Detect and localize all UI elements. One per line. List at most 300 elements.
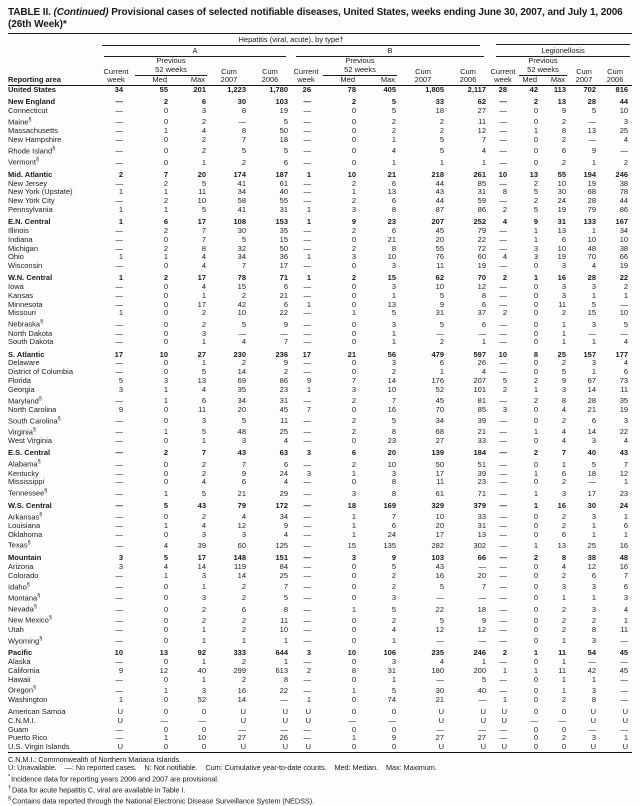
data-cell: 0 xyxy=(163,657,168,667)
data-cell: 66 xyxy=(477,553,487,563)
table-row xyxy=(8,563,632,572)
data-cell: 167 xyxy=(615,217,629,227)
data-cell: 4 xyxy=(561,427,567,437)
data-cell: 11 xyxy=(280,615,288,625)
row-label: Mississippi xyxy=(8,477,45,487)
data-cell: 50 xyxy=(279,243,288,253)
data-cell: 5 xyxy=(391,561,396,571)
data-cell: 0 xyxy=(163,742,168,752)
data-cell: 10 xyxy=(435,282,444,292)
data-cell: — xyxy=(303,187,311,197)
data-cell: 55 xyxy=(557,169,567,179)
data-cell: 34 xyxy=(279,512,288,522)
data-cell: — xyxy=(115,436,123,446)
data-cell: 2 xyxy=(201,459,206,469)
data-cell: 0 xyxy=(163,299,168,309)
data-cell: 3 xyxy=(201,529,206,539)
data-cell: 0 xyxy=(163,146,168,156)
data-cell: 10 xyxy=(347,169,356,179)
data-cell: — xyxy=(303,282,311,292)
data-cell: 1 xyxy=(623,615,629,625)
data-cell: U xyxy=(622,742,629,752)
data-cell: 5 xyxy=(561,367,567,377)
data-cell: 2 xyxy=(561,615,567,625)
data-cell: 9 xyxy=(561,375,567,385)
data-cell: 48 xyxy=(587,243,597,253)
table-row xyxy=(8,614,632,625)
data-cell: 16 xyxy=(619,540,629,550)
data-cell: 187 xyxy=(275,169,288,179)
data-cell: — xyxy=(303,512,311,522)
data-cell: 13 xyxy=(477,529,487,539)
data-cell: 21 xyxy=(387,234,396,244)
data-cell: — xyxy=(499,582,508,592)
data-cell: 1 xyxy=(561,459,567,469)
data-cell: 176 xyxy=(431,375,444,385)
data-cell: 103 xyxy=(431,553,444,563)
row-label: Nevada§ xyxy=(8,604,37,614)
data-cell: 12 xyxy=(477,126,487,136)
data-cell: 20 xyxy=(237,404,246,414)
data-cell: 3 xyxy=(591,733,597,743)
data-cell: 1 xyxy=(118,187,123,197)
data-cell: 1 xyxy=(391,134,396,144)
data-cell: 0 xyxy=(163,436,168,446)
data-cell: — xyxy=(303,636,311,646)
data-cell: — xyxy=(499,674,508,684)
data-cell: 1 xyxy=(561,319,567,329)
data-cell: — xyxy=(303,488,311,498)
data-cell: 43 xyxy=(197,500,206,510)
data-cell: 16 xyxy=(435,570,444,580)
data-cell: 3 xyxy=(591,685,597,695)
title-text: Provisional cases of selected notifiable diseases, United States, weeks ending June 30, 2007, and July 1, 2006 xyxy=(111,7,623,18)
data-cell: 1 xyxy=(118,308,123,318)
data-cell: 7 xyxy=(283,582,288,592)
row-label: Puerto Rico xyxy=(8,733,48,743)
data-cell: 17 xyxy=(279,261,288,271)
data-cell: — xyxy=(303,157,311,167)
data-cell: 3 xyxy=(306,468,311,478)
data-cell: 1 xyxy=(623,477,629,487)
data-cell: 0 xyxy=(533,593,539,603)
data-cell: 18 xyxy=(587,468,597,478)
data-cell: 14 xyxy=(387,375,396,385)
data-cell: 2 xyxy=(533,448,539,458)
data-cell: 9 xyxy=(391,733,396,743)
data-cell: 2 xyxy=(502,273,508,283)
data-cell: 11 xyxy=(198,404,206,414)
data-cell: 0 xyxy=(163,261,168,271)
data-cell: 21 xyxy=(477,427,487,437)
data-cell: 15 xyxy=(387,273,396,283)
data-cell: U xyxy=(117,706,123,716)
data-cell: 8 xyxy=(591,694,597,704)
data-cell: 4 xyxy=(623,436,629,446)
data-cell: — xyxy=(303,593,311,603)
data-cell: — xyxy=(499,416,508,426)
row-label: Wisconsin xyxy=(8,261,43,271)
data-cell: 0 xyxy=(351,337,356,347)
data-cell: 5 xyxy=(391,308,396,318)
data-cell: 201 xyxy=(193,85,206,95)
data-cell: — xyxy=(620,694,629,704)
row-label: Vermont§ xyxy=(8,157,39,167)
row-label: New York (Upstate) xyxy=(8,187,73,197)
data-cell: 34 xyxy=(114,85,123,95)
data-cell: 1 xyxy=(163,384,168,394)
table-header xyxy=(8,35,632,86)
data-cell: — xyxy=(499,624,508,634)
data-cell: 1 xyxy=(201,582,206,592)
data-cell: 10 xyxy=(114,648,123,658)
data-cell: 8 xyxy=(351,665,356,675)
col-header-previous-52-weeks-b: Previous 52 weeks xyxy=(320,57,400,76)
data-cell: 4 xyxy=(201,520,206,530)
data-cell: 6 xyxy=(591,570,597,580)
data-cell: — xyxy=(499,733,508,743)
data-cell: 3 xyxy=(163,375,168,385)
data-cell: — xyxy=(115,106,123,116)
hepatitis-group-header: Hepatitis (viral, acute), by type† xyxy=(102,35,480,46)
data-cell: 4 xyxy=(561,404,567,414)
data-cell: — xyxy=(303,196,311,206)
footnote-line: †Data for acute hepatitis C, viral are available in Table I. xyxy=(8,784,186,795)
footnotes xyxy=(8,756,632,806)
data-cell: — xyxy=(530,715,539,725)
data-cell: — xyxy=(115,290,123,300)
data-cell: 2 xyxy=(241,615,246,625)
data-cell: 14 xyxy=(197,561,206,571)
data-cell: 6 xyxy=(623,582,629,592)
data-cell: 73 xyxy=(619,375,629,385)
data-cell: 8 xyxy=(533,349,539,359)
data-cell: 71 xyxy=(279,273,288,283)
data-cell: 34 xyxy=(237,187,246,197)
data-cell: 5 xyxy=(201,367,206,377)
table-row xyxy=(8,386,632,395)
data-cell: 1 xyxy=(561,328,567,338)
data-cell: 3 xyxy=(201,416,206,426)
data-cell: 3 xyxy=(623,593,629,603)
data-cell: 1 xyxy=(502,694,508,704)
data-cell: 2 xyxy=(163,448,168,458)
data-cell: 10 xyxy=(197,196,206,206)
data-cell: 0 xyxy=(533,733,539,743)
data-cell: 2 xyxy=(439,117,444,127)
data-cell: — xyxy=(115,337,123,347)
data-cell: 4 xyxy=(241,512,246,522)
data-cell: 0 xyxy=(163,328,168,338)
data-cell: 0 xyxy=(163,674,168,684)
data-cell: 1 xyxy=(201,290,206,300)
data-cell: 0 xyxy=(351,477,356,487)
data-cell: 108 xyxy=(233,217,246,227)
table-row xyxy=(8,667,632,676)
data-cell: 15 xyxy=(279,234,288,244)
data-cell: 0 xyxy=(163,157,168,167)
data-cell: — xyxy=(499,561,508,571)
data-cell: — xyxy=(115,512,123,522)
group-legionellosis-header: Legionellosis xyxy=(496,46,630,57)
data-cell: 2 xyxy=(351,225,356,235)
data-cell: — xyxy=(499,724,508,734)
data-cell: 3 xyxy=(118,553,123,563)
data-cell: 22 xyxy=(619,427,629,437)
row-label: Delaware xyxy=(8,358,40,368)
data-cell: 7 xyxy=(163,169,168,179)
table-row xyxy=(8,539,632,550)
data-cell: 6 xyxy=(391,225,396,235)
data-cell: 27 xyxy=(435,733,444,743)
data-cell: U xyxy=(480,742,487,752)
data-cell: — xyxy=(499,427,508,437)
data-cell: 32 xyxy=(237,243,246,253)
data-cell: 2 xyxy=(623,282,629,292)
data-cell: 0 xyxy=(533,261,539,271)
row-label: Tennessee§ xyxy=(8,488,48,498)
data-cell: 5 xyxy=(391,416,396,426)
data-cell: 0 xyxy=(533,308,539,318)
row-label: Alaska xyxy=(8,657,31,667)
data-cell: 2 xyxy=(561,416,567,426)
data-cell: 3 xyxy=(118,384,123,394)
data-cell: 5 xyxy=(391,106,396,116)
data-cell: 644 xyxy=(275,648,288,658)
data-cell: 0 xyxy=(533,117,539,127)
data-cell: 56 xyxy=(387,349,396,359)
data-cell: — xyxy=(115,477,123,487)
data-cell: 13 xyxy=(557,540,567,550)
data-cell: 10 xyxy=(557,178,567,188)
data-cell: 1 xyxy=(283,657,288,667)
data-cell: — xyxy=(499,367,508,377)
data-cell: 2 xyxy=(502,204,508,214)
data-cell: U xyxy=(305,715,311,725)
data-cell: 1 xyxy=(439,367,444,377)
data-cell: 76 xyxy=(435,252,444,262)
data-cell: 10 xyxy=(387,384,396,394)
data-cell: 2 xyxy=(241,674,246,684)
data-cell: 1 xyxy=(533,468,539,478)
row-label: Indiana xyxy=(8,234,33,244)
data-cell: 10 xyxy=(237,308,246,318)
data-cell: — xyxy=(588,657,597,667)
data-cell: — xyxy=(238,328,246,338)
data-cell: 4 xyxy=(241,337,246,347)
data-cell: 10 xyxy=(498,169,508,179)
data-cell: 1 xyxy=(201,358,206,368)
data-cell: 0 xyxy=(533,561,539,571)
data-cell: 4 xyxy=(163,561,168,571)
data-cell: 7 xyxy=(241,459,246,469)
data-cell: 20 xyxy=(435,520,444,530)
data-cell: 3 xyxy=(591,282,597,292)
row-label: Kansas xyxy=(8,290,34,300)
data-cell: 2 xyxy=(351,178,356,188)
data-cell: — xyxy=(499,477,508,487)
data-cell: 44 xyxy=(619,97,629,107)
data-cell: 0 xyxy=(533,319,539,329)
data-cell: — xyxy=(478,593,487,603)
data-cell: 2 xyxy=(241,358,246,368)
data-cell: 151 xyxy=(275,553,288,563)
data-cell: — xyxy=(388,715,396,725)
data-cell: 0 xyxy=(163,290,168,300)
data-cell: 3 xyxy=(591,319,597,329)
data-cell: 85 xyxy=(477,178,487,188)
data-cell: 1 xyxy=(533,234,539,244)
data-cell: 86 xyxy=(619,204,629,214)
data-cell: 0 xyxy=(351,117,356,127)
data-cell: — xyxy=(620,636,629,646)
table-row xyxy=(8,696,632,705)
table-row xyxy=(8,206,632,215)
data-cell: — xyxy=(303,146,311,156)
data-cell: 5 xyxy=(241,234,246,244)
data-cell: 48 xyxy=(237,427,246,437)
data-cell: 2 xyxy=(561,512,567,522)
data-cell: 5 xyxy=(283,146,288,156)
data-cell: 1 xyxy=(351,308,356,318)
data-cell: 0 xyxy=(533,674,539,684)
col-header-current-week-a: Current week xyxy=(103,66,129,85)
row-label: W.S. Central xyxy=(8,500,52,510)
data-cell: 3 xyxy=(201,106,206,116)
data-cell: 1 xyxy=(351,468,356,478)
data-cell: — xyxy=(436,674,444,684)
data-cell: — xyxy=(478,636,487,646)
data-cell: 1 xyxy=(533,665,539,675)
data-cell: — xyxy=(303,657,311,667)
data-cell: 0 xyxy=(163,593,168,603)
data-cell: 28 xyxy=(587,97,597,107)
table-row xyxy=(8,301,632,310)
row-label: Washington xyxy=(8,694,48,704)
data-cell: 0 xyxy=(561,706,567,716)
title-rule xyxy=(8,33,632,34)
data-cell: 3 xyxy=(241,529,246,539)
data-cell: — xyxy=(436,328,444,338)
data-cell: 1 xyxy=(118,694,123,704)
data-cell: 39 xyxy=(477,416,487,426)
data-cell: — xyxy=(115,500,123,510)
data-cell: — xyxy=(499,540,508,550)
title-week: (26th Week)* xyxy=(8,18,67,30)
table-row xyxy=(8,227,632,236)
data-cell: 2 xyxy=(533,97,539,107)
data-cell: — xyxy=(499,319,508,329)
data-cell: 6 xyxy=(391,520,396,530)
data-cell: 2 xyxy=(351,196,356,206)
data-cell: 34 xyxy=(237,396,246,406)
data-cell: — xyxy=(499,282,508,292)
data-cell: 1 xyxy=(591,529,597,539)
data-cell: 1 xyxy=(591,290,597,300)
data-cell: 34 xyxy=(435,416,444,426)
data-cell: 2 xyxy=(351,97,356,107)
data-cell: 43 xyxy=(435,187,444,197)
data-cell: 0 xyxy=(163,234,168,244)
data-cell: 27 xyxy=(477,106,487,116)
data-cell: 1 xyxy=(533,273,539,283)
table-row xyxy=(8,236,632,245)
data-cell: 0 xyxy=(533,685,539,695)
data-cell: 302 xyxy=(473,540,487,550)
data-cell: 18 xyxy=(347,500,356,510)
row-label: New Mexico§ xyxy=(8,615,52,625)
table-row xyxy=(8,283,632,292)
data-cell: 2 xyxy=(351,427,356,437)
data-cell: 1 xyxy=(306,204,311,214)
table-row xyxy=(8,262,632,271)
data-cell: 2 xyxy=(561,308,567,318)
data-cell: — xyxy=(588,134,597,144)
data-cell: 4 xyxy=(623,604,629,614)
data-cell: 613 xyxy=(275,665,288,675)
data-cell: 1 xyxy=(623,733,629,743)
data-cell: 31 xyxy=(279,204,288,214)
data-cell: 60 xyxy=(237,540,246,550)
data-cell: 2 xyxy=(561,117,567,127)
data-cell: 52 xyxy=(197,694,206,704)
data-cell: U xyxy=(438,742,444,752)
data-cell: 20 xyxy=(477,570,487,580)
data-cell: 2 xyxy=(351,396,356,406)
data-cell: 3 xyxy=(351,488,356,498)
data-cell: — xyxy=(436,593,444,603)
data-cell: 71 xyxy=(477,488,487,498)
data-cell: 21 xyxy=(435,694,444,704)
data-cell: — xyxy=(303,604,311,614)
data-cell: 236 xyxy=(275,349,288,359)
data-cell: — xyxy=(499,157,508,167)
data-cell: 2 xyxy=(163,273,168,283)
data-cell: 63 xyxy=(279,448,288,458)
data-cell: — xyxy=(499,97,508,107)
data-cell: 26 xyxy=(302,85,311,95)
data-cell: — xyxy=(620,146,629,156)
data-cell: 1 xyxy=(502,665,508,675)
data-cell: — xyxy=(499,290,508,300)
data-cell: 1 xyxy=(118,273,123,283)
data-cell: — xyxy=(303,733,311,743)
data-cell: 0 xyxy=(351,724,356,734)
data-cell: 1 xyxy=(201,636,206,646)
data-cell: 10 xyxy=(619,106,629,116)
data-cell: 0 xyxy=(163,358,168,368)
data-cell: 3 xyxy=(561,384,567,394)
data-cell: 5 xyxy=(391,97,396,107)
data-cell: 12 xyxy=(435,624,444,634)
data-cell: 29 xyxy=(279,488,288,498)
data-cell: 22 xyxy=(279,685,288,695)
data-cell: — xyxy=(499,553,508,563)
data-cell: 1 xyxy=(439,157,444,167)
table-row xyxy=(8,136,632,145)
data-cell: 55 xyxy=(435,243,444,253)
data-cell: 2 xyxy=(561,520,567,530)
data-cell: — xyxy=(499,134,508,144)
data-cell: 0 xyxy=(163,512,168,522)
data-cell: 816 xyxy=(615,85,629,95)
data-cell: 14 xyxy=(587,384,597,394)
table-number: TABLE II. xyxy=(8,7,51,18)
data-cell: 0 xyxy=(351,358,356,368)
data-cell: — xyxy=(115,593,123,603)
data-cell: 0 xyxy=(351,261,356,271)
data-cell: 28 xyxy=(587,396,597,406)
